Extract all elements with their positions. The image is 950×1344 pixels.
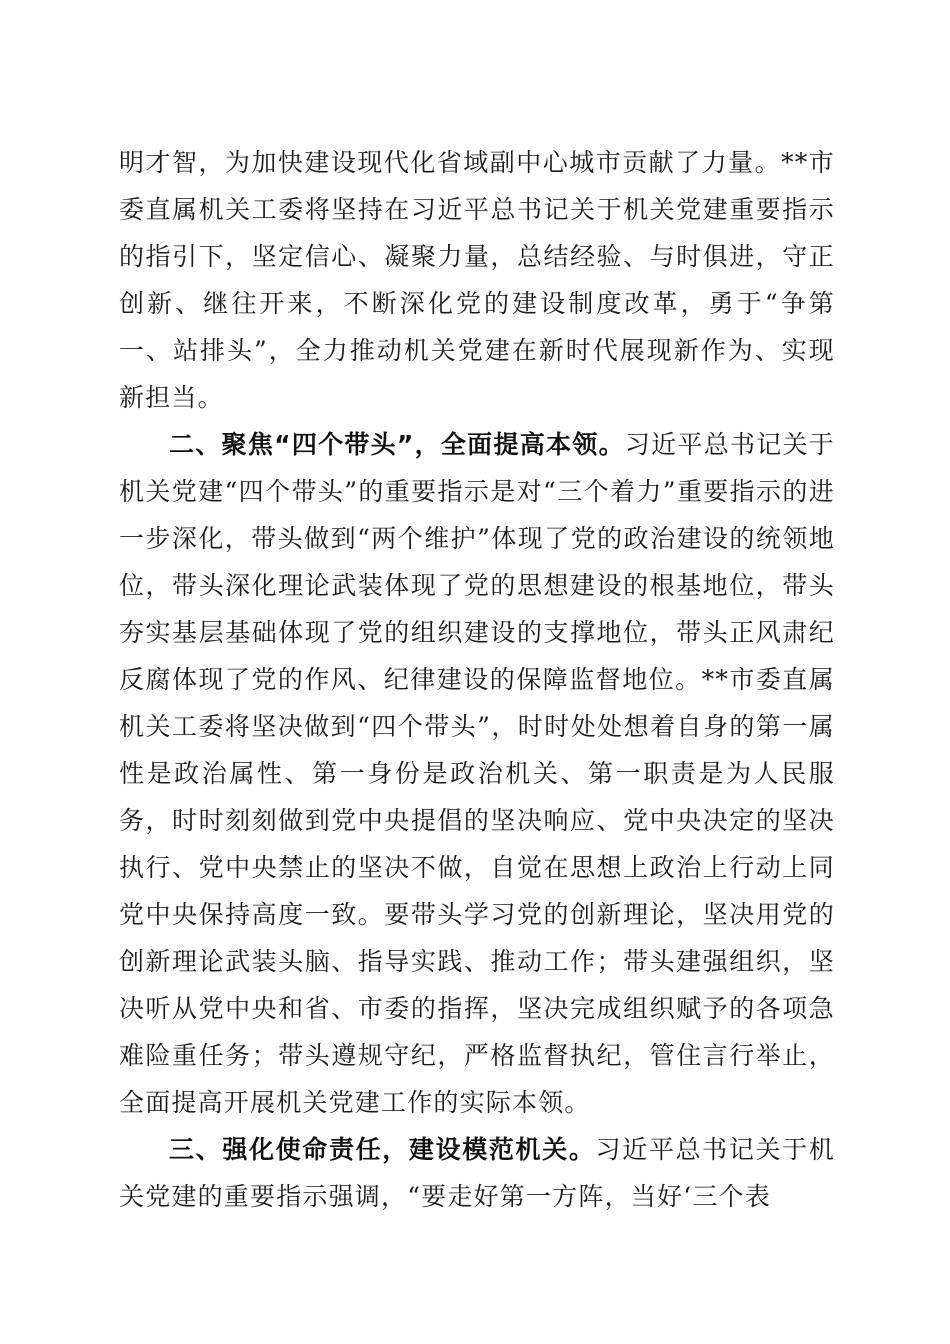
paragraph-text: 习近平总书记关于机关党建“四个带头”的重要指示是对“三个着力”重要指示的进一步深化，带头做到“两个维护”体现了党的政治建设的统领地位，带头深化理论武装体现了党的思想建设的根基地位，带头夯实基层基础体现了党的组织建设的支撑地位，带头正风肃纪反腐体现了党的作风、纪律建设的保障监督地位。**市委直属机关工委将坚决做到“四个带头”，时时处处想着自身的第一属性是政治属性、第一身份是政治机关、第一职责是为人民服务，时时刻刻做到党中央提倡的坚决响应、党中央决定的坚决执行、党中央禁止的坚决不做，自觉在思想上政治上行动上同党中央保持高度一致。要带头学习党的创新理论，坚决用党的创新理论武装头脑、指导实践、推动工作；带头建强组织，坚决听从党中央和省、市委的指挥，坚决完成组织赋予的各项急难险重任务；带头遵规守纪，严格监督执纪，管住言行举止，全面提高开展机关党建工作的实际本领。: [119, 430, 835, 1117]
document-body: [119, 139, 835, 1220]
paragraph-continuation: [119, 139, 835, 421]
paragraph-text: 明才智，为加快建设现代化省域副中心城市贡献了力量。**市委直属机关工委将坚持在习近平总书记关于机关党建重要指示的指引下，坚定信心、凝聚力量，总结经验、与时俱进，守正创新、继往开来，不断深化党的建设制度改革，勇于“争第一、站排头”，全力推动机关党建在新时代展现新作为、实现新担当。: [119, 148, 835, 412]
paragraph-section-3: [119, 1126, 835, 1220]
paragraph-section-2: [119, 421, 835, 1126]
paragraph-text: 习近平总书记关于机关党建的重要指示强调，“要走好第一方阵，当好‘三个表: [119, 1135, 835, 1211]
section-heading: 二、聚焦“四个带头”，全面提高本领。: [169, 430, 625, 459]
section-heading: 三、强化使命责任，建设模范机关。: [169, 1135, 596, 1164]
